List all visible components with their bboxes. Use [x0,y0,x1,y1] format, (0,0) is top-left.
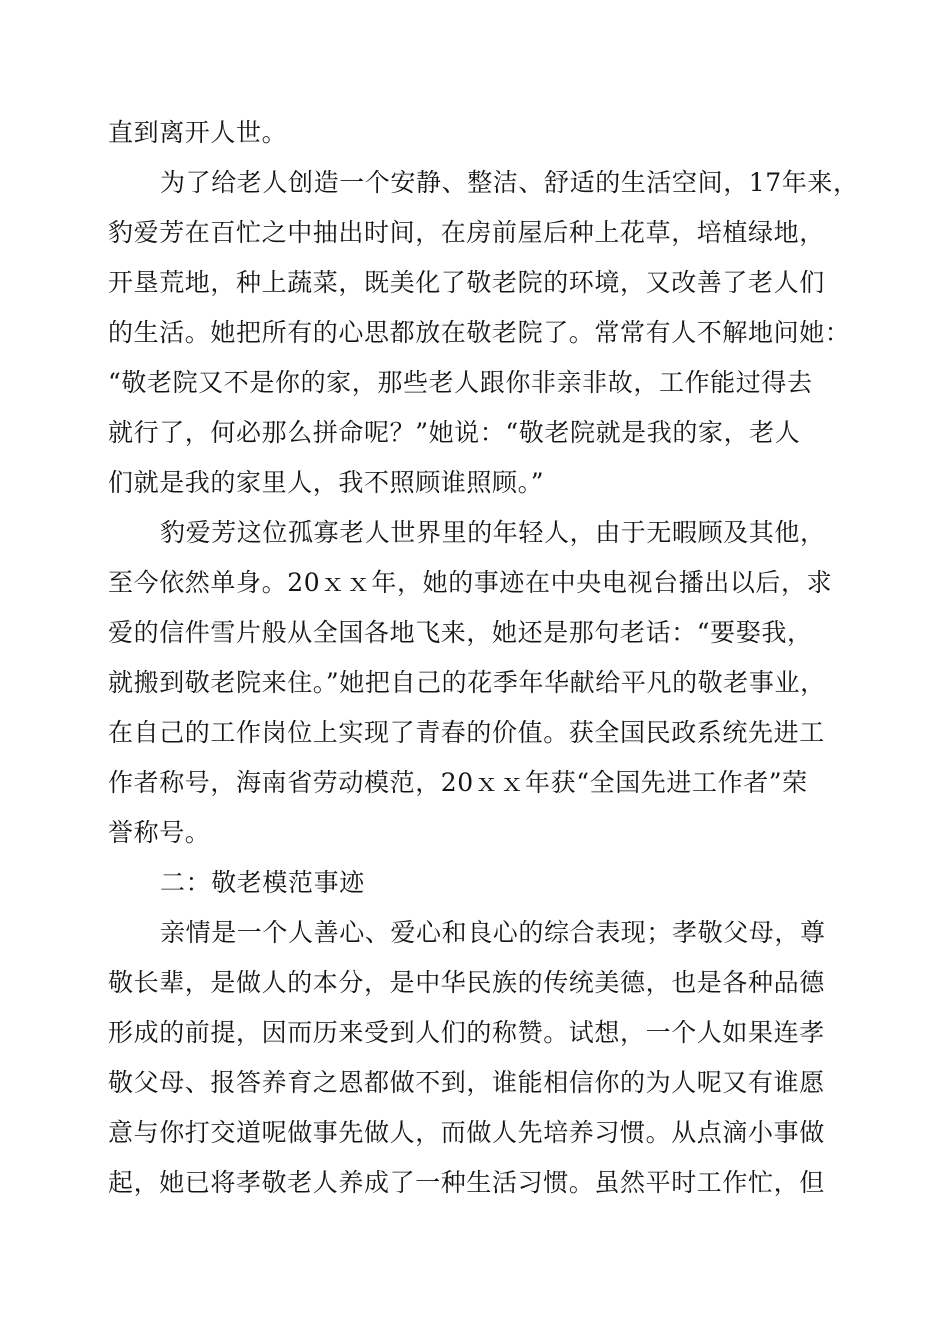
text-line: 亲情是一个人善心、爱心和良心的综合表现；孝敬父母，尊 [160,918,826,947]
text-line: 意与你打交道呢做事先做人，而做人先培养习惯。从点滴小事做 [108,1118,825,1147]
text-line: 直到离开人世。 [108,118,288,147]
text-line: 作者称号，海南省劳动模范，20ｘｘ年获“全国先进工作者”荣 [108,768,808,797]
text-line: 就搬到敬老院来住。”她把自己的花季年华献给平凡的敬老事业， [108,668,826,697]
text-line: 敬长辈，是做人的本分，是中华民族的传统美德，也是各种品德 [108,968,825,997]
text-line: 们就是我的家里人，我不照顾谁照顾。” [108,468,545,497]
text-line: 至今依然单身。20ｘｘ年，她的事迹在中央电视台播出以后，求 [108,568,833,597]
text-line: 的生活。她把所有的心思都放在敬老院了。常常有人不解地问她： [108,318,851,347]
text-line: “敬老院又不是你的家，那些老人跟你非亲非故，工作能过得去 [108,368,813,397]
text-line: 就行了，何必那么拼命呢？”她说：“敬老院就是我的家，老人 [108,418,801,447]
text-line: 豹爱芳在百忙之中抽出时间，在房前屋后种上花草，培植绿地， [108,218,825,247]
text-line: 形成的前提，因而历来受到人们的称赞。试想，一个人如果连孝 [108,1018,825,1047]
text-line: 在自己的工作岗位上实现了青春的价值。获全国民政系统先进工 [108,718,825,747]
text-line: 豹爱芳这位孤寡老人世界里的年轻人，由于无暇顾及其他， [160,518,826,547]
text-line: 为了给老人创造一个安静、整洁、舒适的生活空间，17年来， [160,168,859,197]
text-line: 爱的信件雪片般从全国各地飞来，她还是那句老话：“要娶我， [108,618,813,647]
text-line: 敬父母、报答养育之恩都做不到，谁能相信你的为人呢又有谁愿 [108,1068,825,1097]
text-line: 起，她已将孝敬老人养成了一种生活习惯。虽然平时工作忙，但 [108,1168,825,1197]
text-line: 誉称号。 [108,818,211,847]
text-line: 开垦荒地，种上蔬菜，既美化了敬老院的环境，又改善了老人们 [108,268,825,297]
section-heading: 二：敬老模范事迹 [160,868,365,897]
